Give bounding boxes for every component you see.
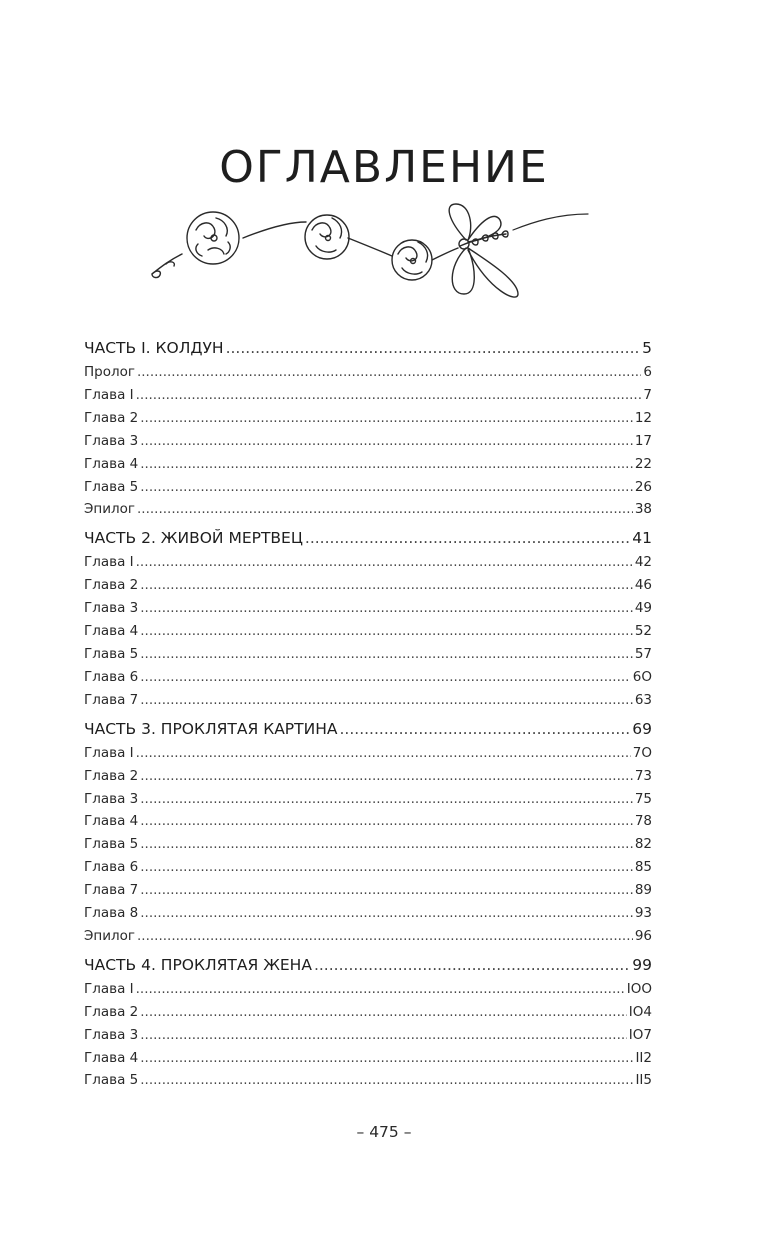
toc-page-number: IОО xyxy=(626,980,652,997)
toc-entry[interactable] xyxy=(84,1024,652,1047)
toc-entry-label: Глава 3 xyxy=(84,790,139,807)
toc-page-number: 96 xyxy=(634,927,652,944)
toc-entry[interactable] xyxy=(84,856,652,879)
toc-entry-label: Глава I xyxy=(84,744,134,761)
dot-leader xyxy=(305,525,630,551)
dot-leader xyxy=(140,1069,633,1092)
toc-entry-label: Глава 5 xyxy=(84,1072,139,1089)
dot-leader xyxy=(136,551,633,574)
toc-entry[interactable] xyxy=(84,498,652,521)
toc-entry[interactable] xyxy=(84,1047,652,1070)
toc-page-number: 6О xyxy=(632,668,652,685)
toc-page-number: 82 xyxy=(634,836,652,853)
toc-entry-label: Глава 4 xyxy=(84,623,139,640)
dot-leader xyxy=(339,716,630,742)
toc-page-number: 75 xyxy=(634,790,652,807)
dot-leader xyxy=(140,643,633,666)
toc-entry[interactable] xyxy=(84,1069,652,1092)
toc-entry-label: Глава 2 xyxy=(84,409,139,426)
dot-leader xyxy=(136,978,625,1001)
toc-entry-label: Глава 8 xyxy=(84,905,139,922)
toc-page-number: 6 xyxy=(643,364,652,380)
table-of-contents xyxy=(84,335,652,1092)
toc-entry[interactable] xyxy=(84,620,652,643)
beads-dragonfly-ornament xyxy=(148,200,598,305)
dot-leader xyxy=(140,879,633,902)
toc-page-number: 52 xyxy=(634,623,652,640)
toc-entry[interactable] xyxy=(84,597,652,620)
toc-entry-label: Пролог xyxy=(84,364,135,380)
toc-entry[interactable] xyxy=(84,453,652,476)
toc-page-number: 22 xyxy=(634,455,652,472)
dot-leader xyxy=(140,1024,627,1047)
dot-leader xyxy=(137,925,633,948)
page-title: ОГЛАВЛЕНИЕ xyxy=(219,142,549,193)
toc-entry-label: Глава 4 xyxy=(84,1049,139,1066)
dot-leader xyxy=(137,361,641,384)
toc-page-number: II2 xyxy=(635,1049,652,1066)
toc-entry-label: Глава 3 xyxy=(84,600,139,617)
dot-leader xyxy=(137,498,633,521)
toc-entry-label: Эпилог xyxy=(84,927,136,944)
dot-leader xyxy=(140,574,633,597)
toc-entry[interactable] xyxy=(84,430,652,453)
toc-entry-label: Глава 4 xyxy=(84,813,139,830)
toc-entry-label: Глава 6 xyxy=(84,668,139,685)
toc-page-number: II5 xyxy=(635,1072,652,1089)
toc-part-heading[interactable] xyxy=(84,525,652,551)
dot-leader xyxy=(140,453,633,476)
toc-entry-label: Глава I xyxy=(84,980,134,997)
toc-entry[interactable] xyxy=(84,666,652,689)
toc-entry[interactable] xyxy=(84,689,652,712)
toc-entry-label: Глава 3 xyxy=(84,432,139,449)
toc-entry[interactable] xyxy=(84,833,652,856)
toc-page-number: IО7 xyxy=(628,1026,652,1043)
toc-entry-label: Глава 5 xyxy=(84,478,139,495)
toc-part-label: ЧАСТЬ 2. ЖИВОЙ МЕРТВЕЦ xyxy=(84,529,303,548)
toc-entry-label: Глава 2 xyxy=(84,577,139,594)
toc-page-number: 46 xyxy=(634,577,652,594)
dot-leader xyxy=(140,597,633,620)
dot-leader xyxy=(140,833,633,856)
toc-entry-label: Глава 5 xyxy=(84,836,139,853)
toc-page-number: 85 xyxy=(634,859,652,876)
toc-part-label: ЧАСТЬ 4. ПРОКЛЯТАЯ ЖЕНА xyxy=(84,955,312,974)
dot-leader xyxy=(136,742,631,765)
toc-entry[interactable] xyxy=(84,742,652,765)
toc-part-heading[interactable] xyxy=(84,952,652,978)
toc-entry[interactable] xyxy=(84,574,652,597)
toc-entry[interactable] xyxy=(84,407,652,430)
toc-page-number: 49 xyxy=(634,600,652,617)
toc-entry[interactable] xyxy=(84,810,652,833)
toc-entry-label: Эпилог xyxy=(84,501,136,518)
toc-entry[interactable] xyxy=(84,902,652,925)
toc-entry-label: Глава 2 xyxy=(84,767,139,784)
dot-leader xyxy=(140,856,633,879)
toc-part-3 xyxy=(84,716,652,948)
toc-page-number: 63 xyxy=(634,691,652,708)
dot-leader xyxy=(226,335,641,361)
toc-entry-label: Глава 5 xyxy=(84,645,139,662)
dot-leader xyxy=(140,620,633,643)
toc-entry[interactable] xyxy=(84,551,652,574)
toc-page-number: 99 xyxy=(632,955,652,974)
toc-page-number: 12 xyxy=(634,409,652,426)
dot-leader xyxy=(314,952,630,978)
toc-entry[interactable] xyxy=(84,788,652,811)
toc-page-number: 93 xyxy=(634,905,652,922)
toc-entry-label: Глава 2 xyxy=(84,1003,139,1020)
toc-part-2 xyxy=(84,525,652,711)
toc-page-number: 89 xyxy=(634,882,652,899)
dot-leader xyxy=(140,1001,627,1024)
toc-page-number: 73 xyxy=(634,767,652,784)
toc-page-number: 42 xyxy=(634,554,652,571)
toc-entry[interactable] xyxy=(84,643,652,666)
page-number-footer: – 475 – xyxy=(356,1123,412,1141)
toc-part-4 xyxy=(84,952,652,1093)
toc-page-number: 7О xyxy=(632,744,652,761)
toc-entry[interactable] xyxy=(84,765,652,788)
toc-page-number: 26 xyxy=(634,478,652,495)
toc-part-1 xyxy=(84,335,652,521)
toc-entry-label: Глава 3 xyxy=(84,1026,139,1043)
dot-leader xyxy=(140,689,633,712)
toc-entry-label: Глава 4 xyxy=(84,455,139,472)
toc-entry[interactable] xyxy=(84,476,652,499)
toc-page-number: 17 xyxy=(634,432,652,449)
dot-leader xyxy=(140,407,633,430)
toc-page-number: 78 xyxy=(634,813,652,830)
dot-leader xyxy=(140,476,633,499)
toc-entry-label: Глава 7 xyxy=(84,691,139,708)
toc-entry[interactable] xyxy=(84,925,652,948)
toc-entry-label: Глава 6 xyxy=(84,859,139,876)
dot-leader xyxy=(140,765,633,788)
dot-leader xyxy=(140,788,633,811)
dot-leader xyxy=(140,810,633,833)
toc-entry-label: Глава I xyxy=(84,386,134,403)
toc-page-number: 69 xyxy=(632,719,652,738)
toc-page-number: 57 xyxy=(634,645,652,662)
dot-leader xyxy=(140,430,633,453)
toc-page-number: 41 xyxy=(632,529,652,548)
dot-leader xyxy=(140,666,631,689)
toc-part-heading[interactable] xyxy=(84,716,652,742)
toc-page-number: 7 xyxy=(643,386,652,403)
toc-page-number: 5 xyxy=(642,339,652,357)
dot-leader xyxy=(140,902,633,925)
toc-entry-label: Глава 7 xyxy=(84,882,139,899)
toc-page-number: 38 xyxy=(634,501,652,518)
dot-leader xyxy=(136,384,642,407)
toc-page-number: IО4 xyxy=(628,1003,652,1020)
dot-leader xyxy=(140,1047,633,1070)
toc-part-label: ЧАСТЬ I. КОЛДУН xyxy=(84,339,224,357)
toc-entry[interactable] xyxy=(84,384,652,407)
toc-part-heading[interactable] xyxy=(84,335,652,361)
toc-part-label: ЧАСТЬ 3. ПРОКЛЯТАЯ КАРТИНА xyxy=(84,719,338,738)
toc-entry[interactable] xyxy=(84,361,652,384)
toc-entry-label: Глава I xyxy=(84,554,134,571)
toc-entry[interactable] xyxy=(84,879,652,902)
toc-entry[interactable] xyxy=(84,1001,652,1024)
toc-entry[interactable] xyxy=(84,978,652,1001)
